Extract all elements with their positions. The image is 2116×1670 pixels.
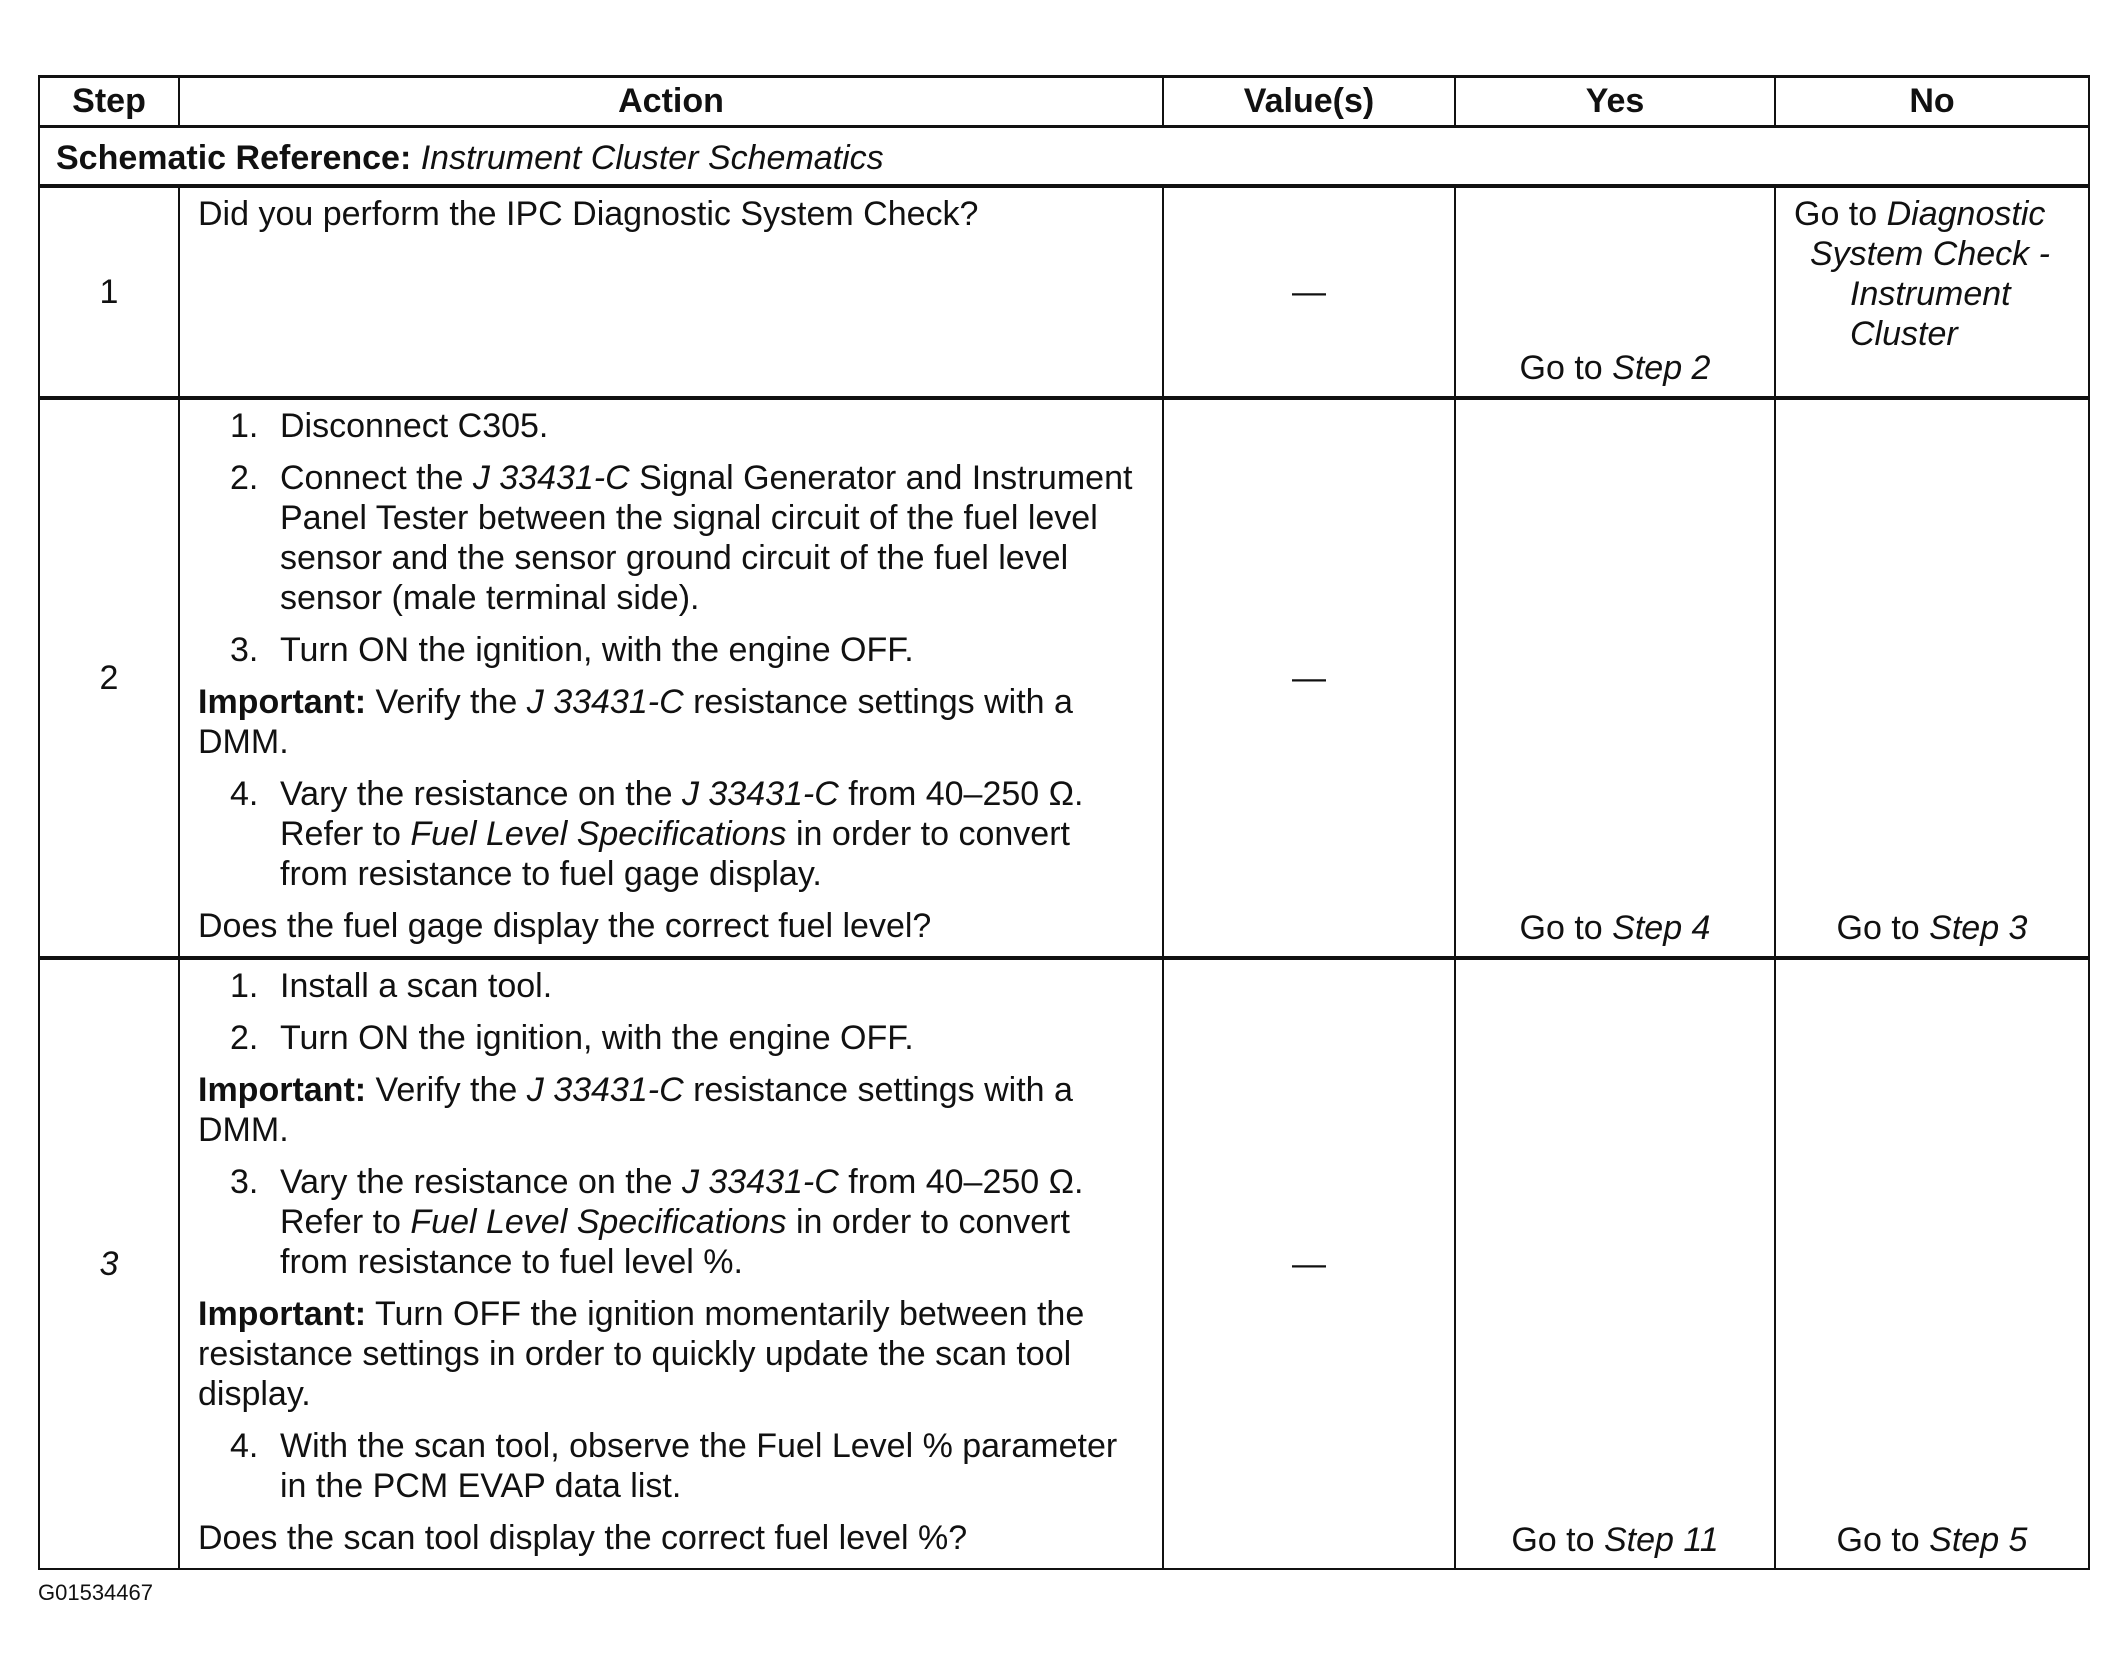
go-to-text: Go to — [1519, 349, 1603, 387]
step-number: 2 — [39, 398, 179, 958]
step-question: Did you perform the IPC Diagnostic System Check? — [198, 195, 979, 233]
list-item: 4. Vary the resistance on the J 33431-C from 40–250 Ω. Refer to Fuel Level Specifications in order to convert from resistance to fuel gage display. — [230, 775, 1084, 893]
list-item: 2. Connect the J 33431-C Signal Generator and Instrument Panel Tester between the signal circuit of the fuel level sensor and the sensor ground circuit of the fuel level sensor (male terminal side). — [230, 459, 1133, 617]
header-yes: Yes — [1455, 77, 1775, 127]
ref-line: System Check - — [1810, 235, 2050, 273]
ref-line: Instrument — [1850, 275, 2011, 313]
step-question: Does the scan tool display the correct fuel level %? — [198, 1519, 968, 1557]
go-to-link[interactable]: Go to Step 11 — [1511, 1521, 1719, 1559]
go-to-link[interactable]: Go to Step 5 — [1836, 1521, 2028, 1559]
step-no — [1775, 958, 2089, 1569]
header-no: No — [1775, 77, 2089, 127]
ref-line: Cluster — [1850, 315, 1958, 353]
list-item: 2. Turn ON the ignition, with the engine OFF. — [230, 1019, 914, 1057]
diagnostic-table — [38, 75, 2090, 1570]
figure-id: G01534467 — [38, 1580, 153, 1605]
step-value: — — [1163, 398, 1455, 958]
header-action: Action — [179, 77, 1163, 127]
list-item: 3. Vary the resistance on the J 33431-C from 40–250 Ω. Refer to Fuel Level Specifications in order to convert from resistance to fuel level %. — [230, 1163, 1084, 1281]
header-values: Value(s) — [1163, 77, 1455, 127]
list-item: 1. Disconnect C305. — [230, 407, 549, 445]
step-number: 3 — [39, 958, 179, 1569]
step-row-1 — [39, 186, 2089, 398]
step-value: — — [1163, 958, 1455, 1569]
step-action — [179, 398, 1163, 958]
step-ref: Step 2 — [1612, 349, 1711, 387]
step-value: — — [1163, 186, 1455, 398]
step-action — [179, 958, 1163, 1569]
step-yes — [1455, 398, 1775, 958]
go-to-text: Go to — [1794, 195, 1878, 233]
go-to-link[interactable]: Go to Step 3 — [1836, 909, 2028, 947]
ref-line: Diagnostic — [1886, 195, 2046, 233]
schematic-label: Schematic Reference: — [56, 139, 412, 177]
step-yes — [1455, 186, 1775, 398]
step-number: 1 — [39, 186, 179, 398]
step-yes — [1455, 958, 1775, 1569]
step-action — [179, 186, 1163, 398]
step-no[interactable] — [1775, 186, 2089, 398]
go-to-link[interactable] — [1456, 348, 1774, 388]
list-item: 4. With the scan tool, observe the Fuel Level % parameter in the PCM EVAP data list. — [230, 1427, 1118, 1505]
step-no — [1775, 398, 2089, 958]
step-row-2 — [39, 398, 2089, 958]
step-row-3 — [39, 958, 2089, 1569]
list-item: 3. Turn ON the ignition, with the engine OFF. — [230, 631, 914, 669]
step-question: Does the fuel gage display the correct fuel level? — [198, 907, 932, 945]
important-note: Important: Verify the J 33431-C resistance settings with a DMM. — [198, 1071, 1073, 1149]
list-item: 1. Install a scan tool. — [230, 967, 553, 1005]
schematic-reference — [39, 127, 2089, 187]
header-step: Step — [39, 77, 179, 127]
schematic-reference-row — [39, 127, 2089, 187]
schematic-ref: Instrument Cluster Schematics — [420, 139, 884, 177]
go-to-link[interactable]: Go to Step 4 — [1519, 909, 1711, 947]
important-note: Important: Turn OFF the ignition momentarily between the resistance settings in order to quickly update the scan tool display. — [198, 1295, 1085, 1413]
important-note: Important: Verify the J 33431-C resistance settings with a DMM. — [198, 683, 1073, 761]
header-row — [39, 77, 2089, 127]
